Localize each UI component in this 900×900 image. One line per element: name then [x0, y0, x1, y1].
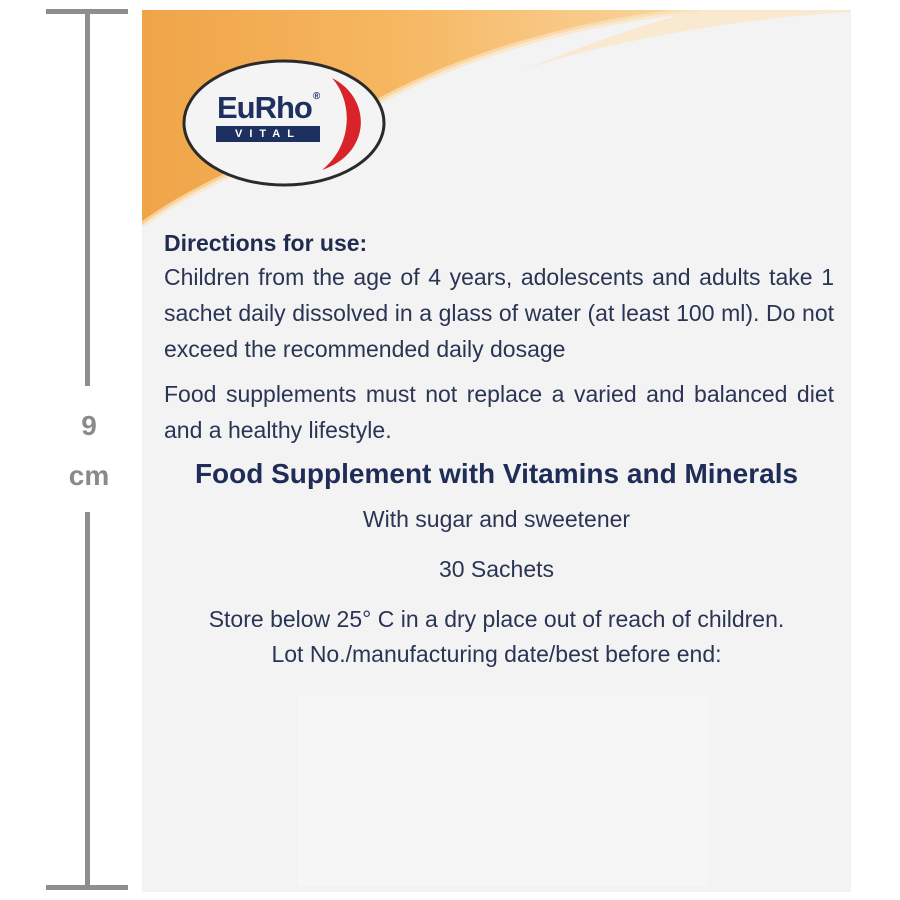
ruler-unit: cm [68, 460, 110, 491]
lot-label: Lot No./manufacturing date/best before end: [271, 641, 722, 667]
logo-brand-wordmark: EuRho® [217, 90, 320, 125]
storage-instructions: Store below 25° C in a dry place out of reach of children. [208, 606, 785, 632]
sachet-count: 30 Sachets [438, 556, 555, 582]
ruler-line-upper [85, 12, 90, 386]
product-subtitle: With sugar and sweetener [362, 506, 631, 532]
directions-heading: Directions for use: [164, 230, 368, 256]
logo-tagline: VITAL [216, 126, 320, 142]
ruler-bottom-cap [46, 885, 128, 890]
ruler-number: 9 [81, 410, 97, 441]
lot-print-area [298, 696, 708, 886]
package-panel [142, 10, 851, 892]
diet-note-paragraph: Food supplements must not replace a varied and balanced diet and a healthy lifestyle. [164, 381, 834, 443]
directions-paragraph: Children from the age of 4 years, adolescents and adults take 1 sachet daily dissolved in a glass of water (at least 100 ml). Do not exceed the recommended daily dosage [164, 264, 834, 362]
ruler-line-lower [85, 512, 90, 887]
product-title: Food Supplement with Vitamins and Minerals [194, 458, 799, 489]
